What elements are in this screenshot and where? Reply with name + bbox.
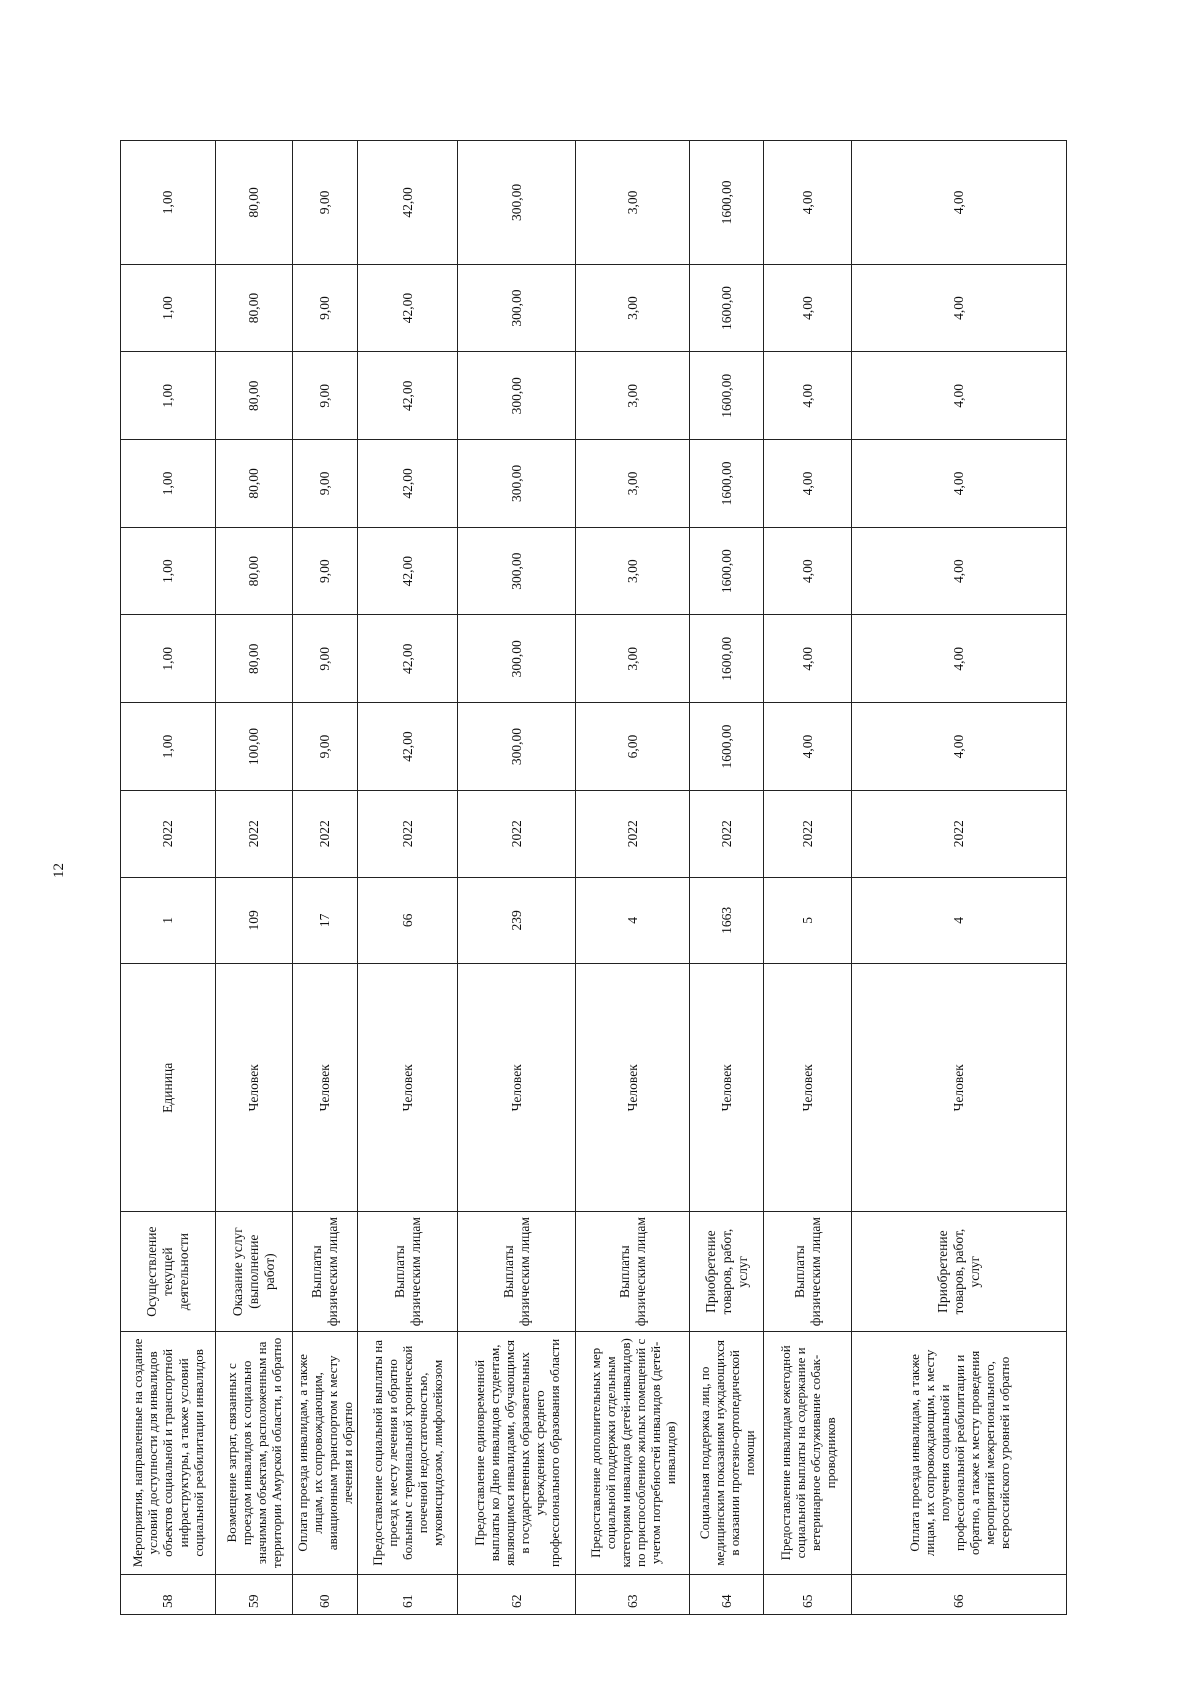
base-year-cell: 2022 xyxy=(458,790,576,877)
unit-cell: Человек xyxy=(358,964,458,1212)
year-value-cell: 9,00 xyxy=(293,141,358,265)
measure-name-cell: Предоставление инвалидам ежегодной социальной выплаты на содержание и ветеринарное обслуживание собак-проводников xyxy=(764,1331,852,1574)
measure-type-cell: Выплаты физическим лицам xyxy=(576,1212,690,1331)
row-number-cell: 61 xyxy=(358,1574,458,1614)
year-value-cell: 3,00 xyxy=(576,527,690,615)
base-year-cell: 2022 xyxy=(293,790,358,877)
page-number: 12 xyxy=(51,863,67,878)
year-value-cell: 4,00 xyxy=(852,264,1067,352)
row-number-cell: 59 xyxy=(216,1574,293,1614)
measure-name-cell: Возмещение затрат, связанных с проездом инвалидов к социально значимым объектам, расположенным на территории Амурской области, и обратно xyxy=(216,1331,293,1574)
year-value-cell: 9,00 xyxy=(293,352,358,440)
measure-type-cell: Оказание услуг (выполнение работ) xyxy=(216,1212,293,1331)
base-value-cell: 5 xyxy=(764,877,852,964)
year-value-cell: 300,00 xyxy=(458,703,576,791)
year-value-cell: 4,00 xyxy=(764,440,852,528)
year-value-cell: 1,00 xyxy=(121,352,216,440)
row-number-cell: 60 xyxy=(293,1574,358,1614)
row-number-cell: 62 xyxy=(458,1574,576,1614)
row-number-cell: 58 xyxy=(121,1574,216,1614)
year-value-cell: 3,00 xyxy=(576,352,690,440)
unit-cell: Человек xyxy=(852,964,1067,1212)
table-row xyxy=(764,141,852,1615)
year-value-cell: 80,00 xyxy=(216,264,293,352)
year-value-cell: 42,00 xyxy=(358,527,458,615)
base-year-cell: 2022 xyxy=(216,790,293,877)
base-value-cell: 4 xyxy=(852,877,1067,964)
unit-cell: Человек xyxy=(458,964,576,1212)
measure-type-cell: Выплаты физическим лицам xyxy=(358,1212,458,1331)
row-number-cell: 63 xyxy=(576,1574,690,1614)
year-value-cell: 4,00 xyxy=(852,615,1067,703)
year-value-cell: 42,00 xyxy=(358,703,458,791)
year-value-cell: 1600,00 xyxy=(690,615,764,703)
year-value-cell: 4,00 xyxy=(764,264,852,352)
year-value-cell: 300,00 xyxy=(458,527,576,615)
measure-type-cell: Выплаты физическим лицам xyxy=(458,1212,576,1331)
base-value-cell: 1663 xyxy=(690,877,764,964)
table-row xyxy=(690,141,764,1615)
base-value-cell: 239 xyxy=(458,877,576,964)
year-value-cell: 9,00 xyxy=(293,615,358,703)
year-value-cell: 4,00 xyxy=(764,352,852,440)
year-value-cell: 42,00 xyxy=(358,615,458,703)
year-value-cell: 4,00 xyxy=(764,703,852,791)
measure-type-cell: Приобретение товаров, работ, услуг xyxy=(852,1212,1067,1331)
base-value-cell: 109 xyxy=(216,877,293,964)
base-year-cell: 2022 xyxy=(576,790,690,877)
year-value-cell: 42,00 xyxy=(358,141,458,265)
year-value-cell: 4,00 xyxy=(764,527,852,615)
year-value-cell: 4,00 xyxy=(852,527,1067,615)
year-value-cell: 80,00 xyxy=(216,440,293,528)
measure-name-cell: Оплата проезда инвалидам, а также лицам, их сопровождающим, авиационным транспортом к месту лечения и обратно xyxy=(293,1331,358,1574)
base-year-cell: 2022 xyxy=(764,790,852,877)
table-row xyxy=(358,141,458,1615)
measure-name-cell: Предоставление единовременной выплаты ко Дню инвалидов студентам, являющимся инвалидами, обучающимся в государственных образовательных учреждениях среднего профессионального образования области xyxy=(458,1331,576,1574)
year-value-cell: 1600,00 xyxy=(690,527,764,615)
year-value-cell: 1,00 xyxy=(121,440,216,528)
measure-name-cell: Оплата проезда инвалидам, а также лицам, их сопровождающим, к месту получения социальной и профессиональной реабилитации и обратно, а также к месту проведения мероприятий межрегионального, всероссийского уровней и обратно xyxy=(852,1331,1067,1574)
year-value-cell: 300,00 xyxy=(458,440,576,528)
unit-cell: Человек xyxy=(690,964,764,1212)
year-value-cell: 9,00 xyxy=(293,264,358,352)
year-value-cell: 1,00 xyxy=(121,703,216,791)
measure-name-cell: Предоставление дополнительных мер социальной поддержки отдельным категориям инвалидов (детей-инвалидов) по приспособлению жилых помещений с учетом потребностей инвалидов (детей-инвалидов) xyxy=(576,1331,690,1574)
year-value-cell: 4,00 xyxy=(764,615,852,703)
year-value-cell: 80,00 xyxy=(216,615,293,703)
row-number-cell: 65 xyxy=(764,1574,852,1614)
base-value-cell: 4 xyxy=(576,877,690,964)
year-value-cell: 1,00 xyxy=(121,264,216,352)
year-value-cell: 9,00 xyxy=(293,527,358,615)
year-value-cell: 3,00 xyxy=(576,615,690,703)
year-value-cell: 80,00 xyxy=(216,141,293,265)
base-value-cell: 17 xyxy=(293,877,358,964)
base-year-cell: 2022 xyxy=(690,790,764,877)
row-number-cell: 66 xyxy=(852,1574,1067,1614)
year-value-cell: 4,00 xyxy=(764,141,852,265)
table-row xyxy=(852,141,1067,1615)
unit-cell: Человек xyxy=(293,964,358,1212)
measure-name-cell: Мероприятия, направленные на создание условий доступности для инвалидов объектов социальной и транспортной инфраструктуры, а также условий социальной реабилитации инвалидов xyxy=(121,1331,216,1574)
base-year-cell: 2022 xyxy=(852,790,1067,877)
table-row xyxy=(216,141,293,1615)
year-value-cell: 3,00 xyxy=(576,264,690,352)
year-value-cell: 1600,00 xyxy=(690,703,764,791)
year-value-cell: 3,00 xyxy=(576,141,690,265)
year-value-cell: 1,00 xyxy=(121,141,216,265)
year-value-cell: 42,00 xyxy=(358,440,458,528)
year-value-cell: 100,00 xyxy=(216,703,293,791)
rotated-table-sheet xyxy=(120,140,1056,1615)
year-value-cell: 300,00 xyxy=(458,141,576,265)
table-row xyxy=(458,141,576,1615)
year-value-cell: 4,00 xyxy=(852,352,1067,440)
row-number-cell: 64 xyxy=(690,1574,764,1614)
year-value-cell: 300,00 xyxy=(458,264,576,352)
year-value-cell: 4,00 xyxy=(852,440,1067,528)
base-value-cell: 1 xyxy=(121,877,216,964)
year-value-cell: 4,00 xyxy=(852,141,1067,265)
year-value-cell: 80,00 xyxy=(216,352,293,440)
year-value-cell: 6,00 xyxy=(576,703,690,791)
year-value-cell: 300,00 xyxy=(458,352,576,440)
table-row xyxy=(293,141,358,1615)
year-value-cell: 42,00 xyxy=(358,264,458,352)
unit-cell: Человек xyxy=(764,964,852,1212)
year-value-cell: 4,00 xyxy=(852,703,1067,791)
year-value-cell: 1600,00 xyxy=(690,440,764,528)
year-value-cell: 80,00 xyxy=(216,527,293,615)
base-value-cell: 66 xyxy=(358,877,458,964)
year-value-cell: 1600,00 xyxy=(690,264,764,352)
unit-cell: Человек xyxy=(576,964,690,1212)
table-row xyxy=(121,141,216,1615)
year-value-cell: 42,00 xyxy=(358,352,458,440)
unit-cell: Человек xyxy=(216,964,293,1212)
year-value-cell: 9,00 xyxy=(293,703,358,791)
year-value-cell: 1600,00 xyxy=(690,141,764,265)
base-year-cell: 2022 xyxy=(358,790,458,877)
measure-type-cell: Осуществление текущей деятельности xyxy=(121,1212,216,1331)
year-value-cell: 300,00 xyxy=(458,615,576,703)
measure-type-cell: Выплаты физическим лицам xyxy=(764,1212,852,1331)
year-value-cell: 1,00 xyxy=(121,615,216,703)
year-value-cell: 1600,00 xyxy=(690,352,764,440)
measure-name-cell: Предоставление социальной выплаты на проезд к месту лечения и обратно больным с терминальной хронической почечной недостаточностью, муковисцидозом, лимфолейкозом xyxy=(358,1331,458,1574)
base-year-cell: 2022 xyxy=(121,790,216,877)
measure-type-cell: Выплаты физическим лицам xyxy=(293,1212,358,1331)
unit-cell: Единица xyxy=(121,964,216,1212)
year-value-cell: 9,00 xyxy=(293,440,358,528)
program-indicators-table xyxy=(120,140,1067,1615)
measure-type-cell: Приобретение товаров, работ, услуг xyxy=(690,1212,764,1331)
measure-name-cell: Социальная поддержка лиц, по медицинским показаниям нуждающихся в оказании протезно-ортопедической помощи xyxy=(690,1331,764,1574)
table-row xyxy=(576,141,690,1615)
year-value-cell: 3,00 xyxy=(576,440,690,528)
year-value-cell: 1,00 xyxy=(121,527,216,615)
